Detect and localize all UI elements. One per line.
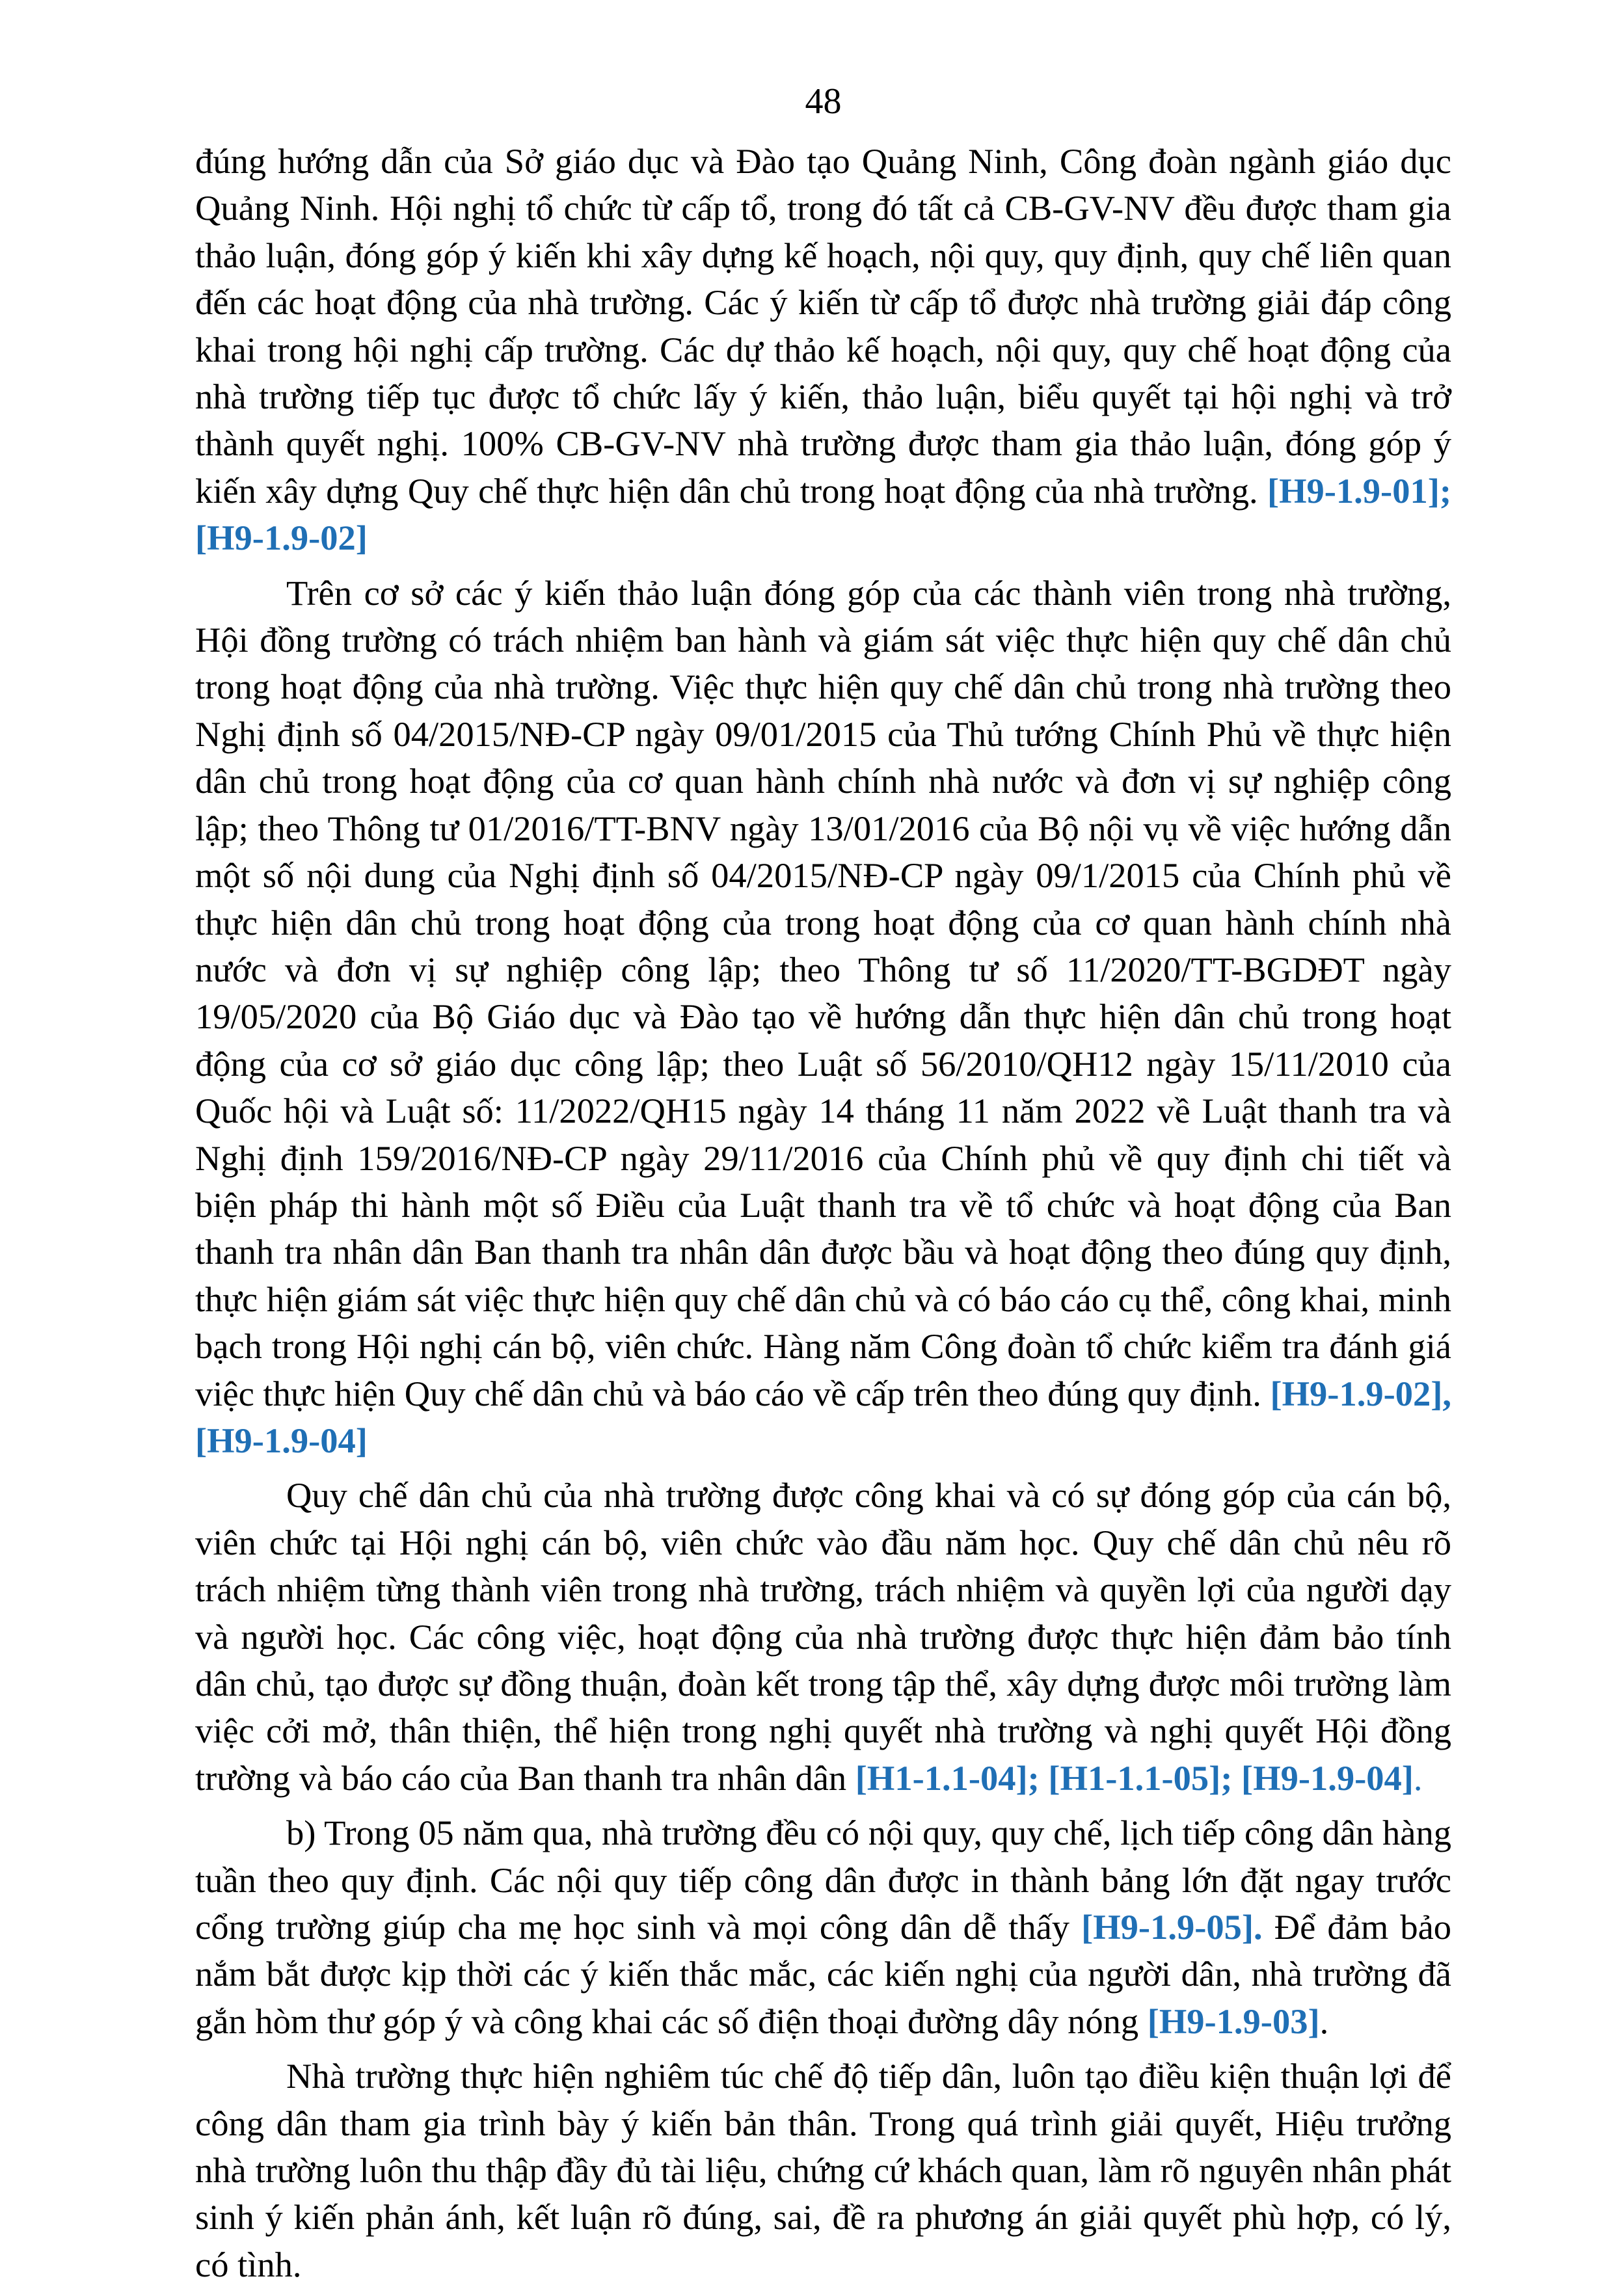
paragraph-1 [195, 138, 1451, 562]
paragraph-text: Trên cơ sở các ý kiến thảo luận đóng góp của các thành viên trong nhà trường, Hội đồng trường có trách nhiệm ban hành và giám sát việc thực hiện quy chế dân chủ trong hoạt động của nhà trường. Việc thực hiện quy chế dân chủ trong nhà trường theo Nghị định số 04/2015/NĐ-CP ngày 09/01/2015 của Thủ tướng Chính Phủ về thực hiện dân chủ trong hoạt động của cơ quan hành chính nhà nước và đơn vị sự nghiệp công lập; theo Thông tư 01/2016/TT-BNV ngày 13/01/2016 của Bộ nội vụ về việc hướng dẫn một số nội dung của Nghị định số 04/2015/NĐ-CP ngày 09/1/2015 của Chính phủ về thực hiện dân chủ trong hoạt động của trong hoạt động của cơ quan hành chính nhà nước và đơn vị sự nghiệp công lập; theo Thông tư số 11/2020/TT-BGDĐT ngày 19/05/2020 của Bộ Giáo dục và Đào tạo về hướng dẫn thực hiện dân chủ trong hoạt động của cơ sở giáo dục công lập; theo Luật số 56/2010/QH12 ngày 15/11/2010 của Quốc hội và Luật số: 11/2022/QH15 ngày 14 tháng 11 năm 2022 về Luật thanh tra và Nghị định 159/2016/NĐ-CP ngày 29/11/2016 của Chính phủ về quy định chi tiết và biện pháp thi hành một số Điều của Luật thanh tra về tổ chức và hoạt động của Ban thanh tra nhân dân Ban thanh tra nhân dân được bầu và hoạt động theo đúng quy định, thực hiện giám sát việc thực hiện quy chế dân chủ và có báo cáo cụ thể, công khai, minh bạch trong Hội nghị cán bộ, viên chức. Hàng năm Công đoàn tổ chức kiểm tra đánh giá việc thực hiện Quy chế dân chủ và báo cáo về cấp trên theo đúng quy định. [195, 572, 1451, 1413]
page-number: 48 [805, 81, 842, 122]
paragraph-5 [195, 2053, 1451, 2288]
evidence-reference: [H9-1.9-01]; [H9-1.9-02] [195, 470, 1451, 558]
evidence-reference: [H9-1.9-05]. [1081, 1907, 1263, 1947]
paragraph-3 [195, 1472, 1451, 1802]
evidence-reference: [H1-1.1-04]; [H1-1.1-05]; [H9-1.9-04] [855, 1757, 1414, 1798]
paragraph-text: đúng hướng dẫn của Sở giáo dục và Đào tạo Quảng Ninh, Công đoàn ngành giáo dục Quảng Ninh. Hội nghị tổ chức từ cấp tổ, trong đó tất cả CB-GV-NV đều được tham gia thảo luận, đóng góp ý kiến khi xây dựng kế hoạch, nội quy, quy định, quy chế liên quan đến các hoạt động của nhà trường. Các ý kiến từ cấp tổ được nhà trường giải đáp công khai trong hội nghị cấp trường. Các dự thảo kế hoạch, nội quy, quy chế hoạt động của nhà trường tiếp tục được tổ chức lấy ý kiến, thảo luận, biểu quyết tại hội nghị và trở thành quyết nghị. 100% CB-GV-NV nhà trường được tham gia thảo luận, đóng góp ý kiến xây dựng Quy chế thực hiện dân chủ trong hoạt động của nhà trường. [195, 141, 1451, 511]
paragraph-2 [195, 570, 1451, 1465]
document-page [195, 78, 1451, 2296]
paragraph-tail: . [1413, 1757, 1423, 1798]
paragraph-4 [195, 1809, 1451, 2045]
paragraph-text: Quy chế dân chủ của nhà trường được công khai và có sự đóng góp của cán bộ, viên chức tại Hội nghị cán bộ, viên chức vào đầu năm học. Quy chế dân chủ nêu rõ trách nhiệm từng thành viên trong nhà trường, trách nhiệm và quyền lợi của người dạy và người học. Các công việc, hoạt động của nhà trường được thực hiện đảm bảo tính dân chủ, tạo được sự đồng thuận, đoàn kết trong tập thể, xây dựng được môi trường làm việc cởi mở, thân thiện, thể hiện trong nghị quyết nhà trường và nghị quyết Hội đồng trường và báo cáo của Ban thanh tra nhân dân [195, 1475, 1451, 1798]
paragraph-tail-2: . [1319, 2001, 1329, 2041]
paragraph-text: b) Trong 05 năm qua, nhà trường đều có nội quy, quy chế, lịch tiếp công dân hàng tuần theo quy định. Các nội quy tiếp công dân được in thành bảng lớn đặt ngay trước cổng trường giúp cha mẹ học sinh và mọi công dân dễ thấy [195, 1813, 1451, 1947]
evidence-reference-2: [H9-1.9-03] [1147, 2001, 1320, 2041]
paragraph-text: Nhà trường thực hiện nghiêm túc chế độ tiếp dân, luôn tạo điều kiện thuận lợi để công dân tham gia trình bày ý kiến bản thân. Trong quá trình giải quyết, Hiệu trưởng nhà trường luôn thu thập đầy đủ tài liệu, chứng cứ khách quan, làm rõ nguyên nhân phát sinh ý kiến phản ánh, kết luận rõ đúng, sai, đề ra phương án giải quyết phù hợp, có lý, có tình. [195, 2056, 1451, 2284]
evidence-reference: [H9-1.9-02], [H9-1.9-04] [195, 1373, 1451, 1460]
paragraph-tail: Để đảm bảo nắm bắt được kịp thời các ý kiến thắc mắc, các kiến nghị của người dân, nhà trường đã gắn hòm thư góp ý và công khai các số điện thoại đường dây nóng [195, 1907, 1452, 2041]
